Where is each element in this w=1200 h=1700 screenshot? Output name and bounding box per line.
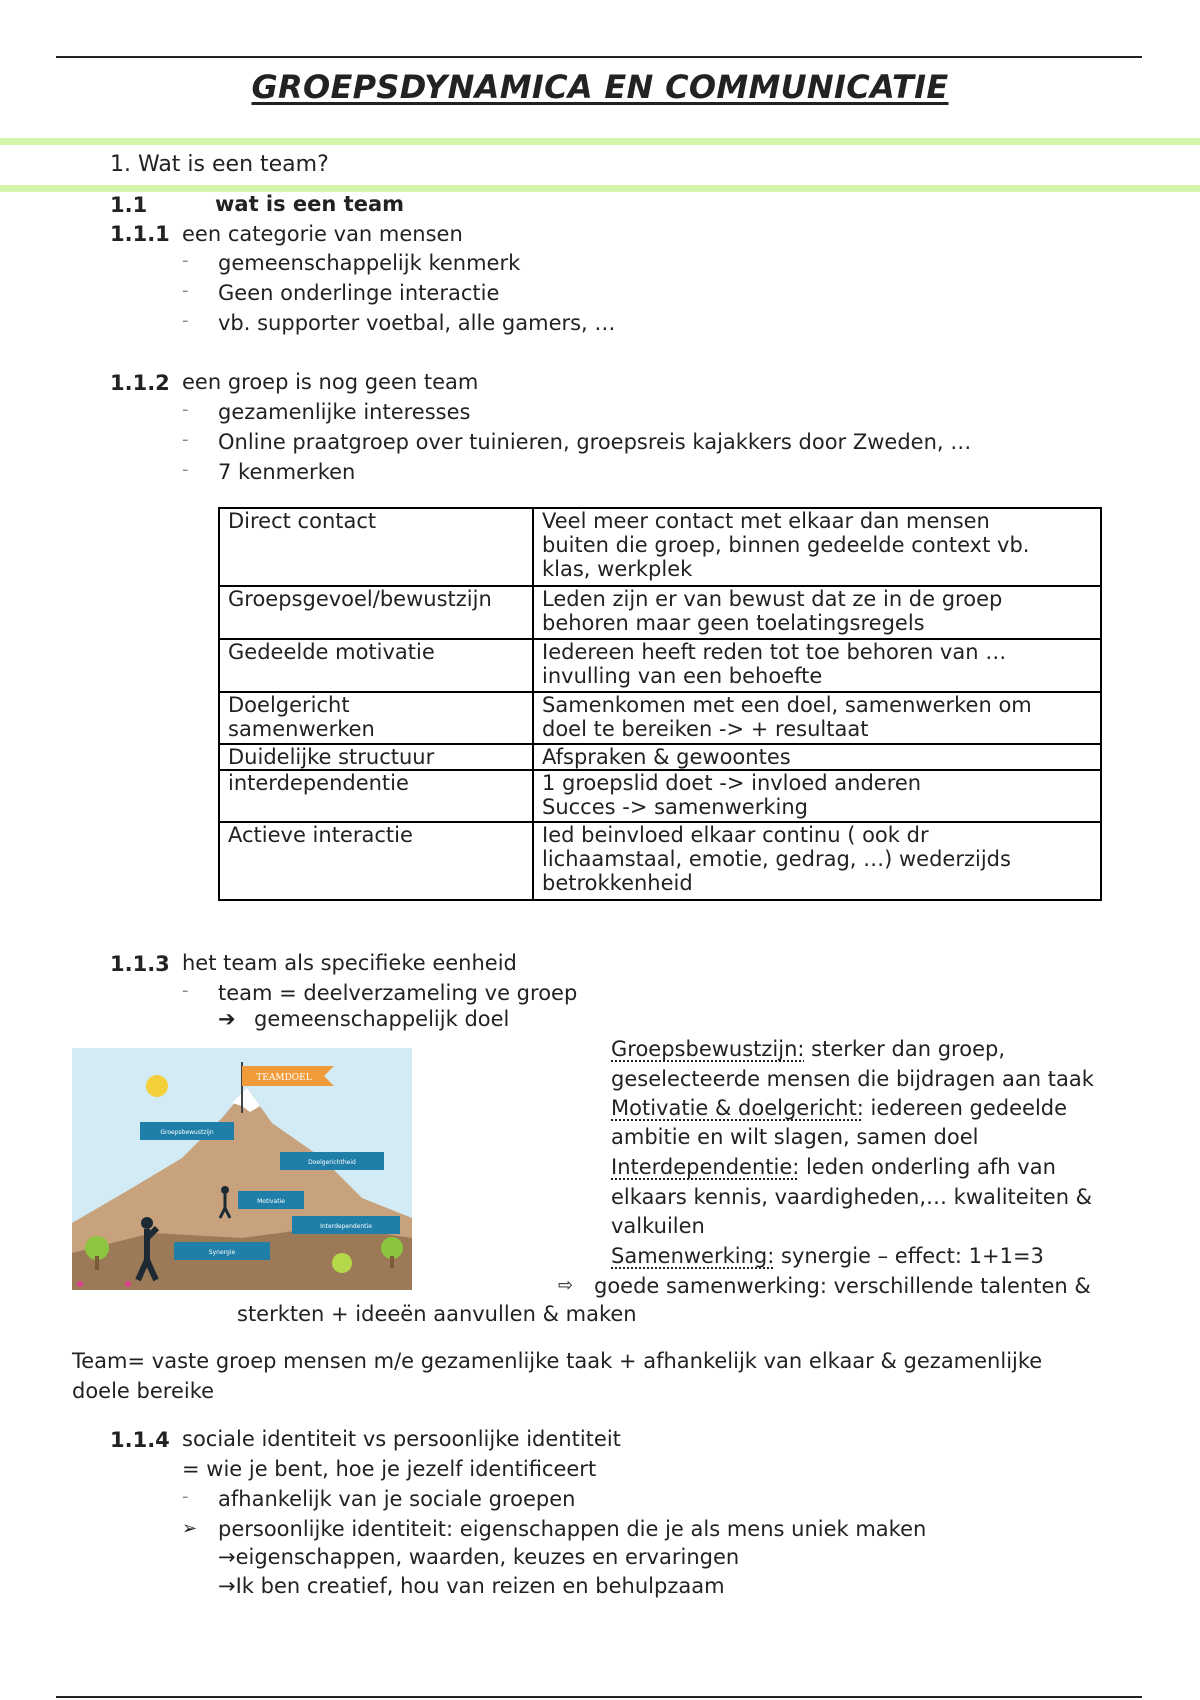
- flag-label: TEAMDOEL: [256, 1073, 312, 1083]
- right-paragraph: elkaars kennis, vaardigheden,… kwaliteiten &: [611, 1185, 1093, 1209]
- table-cell: Doelgericht samenwerken: [219, 692, 533, 744]
- section-heading: 1. Wat is een team?: [110, 152, 329, 177]
- right-paragraph: Motivatie & doelgericht: iedereen gedeelde: [611, 1096, 1068, 1120]
- list-item: team = deelverzameling ve groep: [218, 981, 578, 1005]
- table-cell: interdependentie: [219, 770, 533, 822]
- table-cell: 1 groepslid doet -> invloed anderen Succes -> samenwerking: [533, 770, 1101, 822]
- bullet-dash: -: [182, 399, 189, 420]
- conclusion-arrow-icon: ⇨: [558, 1275, 574, 1296]
- table-cell: Actieve interactie: [219, 822, 533, 900]
- list-item: →Ik ben creatief, hou van reizen en behulpzaam: [218, 1574, 725, 1598]
- right-paragraph: Groepsbewustzijn: sterker dan groep,: [611, 1037, 1005, 1061]
- list-item: afhankelijk van je sociale groepen: [218, 1487, 576, 1511]
- footer-rule: [56, 1696, 1142, 1698]
- table-row: [219, 586, 1101, 639]
- right-paragraph: ambitie en wilt slagen, samen doel: [611, 1125, 979, 1149]
- table-row: [219, 639, 1101, 692]
- subsection-number: 1.1.4: [110, 1428, 170, 1452]
- page-title: GROEPSDYNAMICA EN COMMUNICATIE: [251, 68, 949, 106]
- illustration-label: Groepsbewustzijn: [160, 1129, 214, 1136]
- right-paragraph: Samenwerking: synergie – effect: 1+1=3: [611, 1244, 1044, 1268]
- list-item: vb. supporter voetbal, alle gamers, …: [218, 311, 616, 335]
- right-paragraph: Interdependentie: leden onderling afh van: [611, 1155, 1056, 1179]
- table-row: [219, 744, 1101, 770]
- list-item: gezamenlijke interesses: [218, 400, 471, 424]
- table-cell: Ied beinvloed elkaar continu ( ook dr lichaamstaal, emotie, gedrag, …) wederzijds betrokkenheid: [533, 822, 1101, 900]
- table-cell: Samenkomen met een doel, samenwerken om doel te bereiken -> + resultaat: [533, 692, 1101, 744]
- conclusion-text: goede samenwerking: verschillende talenten &: [594, 1274, 1091, 1298]
- arrow-bullet-icon: ➢: [182, 1518, 198, 1539]
- list-item: 7 kenmerken: [218, 460, 356, 484]
- list-item: Geen onderlinge interactie: [218, 281, 500, 305]
- right-paragraph: valkuilen: [611, 1214, 705, 1238]
- section-number: 1.1: [110, 193, 148, 217]
- list-item: gemeenschappelijk kenmerk: [218, 251, 521, 275]
- subsection-title: het team als specifieke eenheid: [182, 951, 517, 975]
- subsection-title: een groep is nog geen team: [182, 370, 479, 394]
- team-definition: doele bereike: [72, 1379, 215, 1403]
- team-definition: Team= vaste groep mensen m/e gezamenlijke taak + afhankelijk van elkaar & gezamenlijke: [72, 1349, 1043, 1373]
- heading-band-top: [0, 138, 1200, 145]
- illustration-label: Synergie: [208, 1249, 236, 1256]
- table-cell: Gedeelde motivatie: [219, 639, 533, 692]
- bullet-dash: -: [182, 459, 189, 480]
- section-title: wat is een team: [215, 192, 405, 216]
- table-cell: Leden zijn er van bewust dat ze in de groep behoren maar geen toelatingsregels: [533, 586, 1101, 639]
- arrow-icon: ➔: [218, 1007, 236, 1031]
- list-item: Online praatgroep over tuinieren, groepsreis kajakkers door Zweden, …: [218, 430, 972, 454]
- bullet-dash: -: [182, 980, 189, 1001]
- bullet-dash: -: [182, 1486, 189, 1507]
- illustration-label: Motivatie: [257, 1198, 285, 1205]
- table-cell: Veel meer contact met elkaar dan mensen buiten die groep, binnen gedeelde context vb. klas, werkplek: [533, 508, 1101, 586]
- table-cell: Groepsgevoel/bewustzijn: [219, 586, 533, 639]
- table-cell: Afspraken & gewoontes: [533, 744, 1101, 770]
- table-row: [219, 770, 1101, 822]
- table-row: [219, 692, 1101, 744]
- table-cell: Duidelijke structuur: [219, 744, 533, 770]
- table-cell: Iedereen heeft reden tot toe behoren van … invulling van een behoefte: [533, 639, 1101, 692]
- subsection-number: 1.1.3: [110, 952, 170, 976]
- subsection-title: sociale identiteit vs persoonlijke identiteit: [182, 1427, 621, 1451]
- list-item: = wie je bent, hoe je jezelf identificeert: [182, 1457, 597, 1481]
- bullet-dash: -: [182, 280, 189, 301]
- list-item: persoonlijke identiteit: eigenschappen die je als mens uniek maken: [218, 1517, 927, 1541]
- right-paragraph: geselecteerde mensen die bijdragen aan taak: [611, 1067, 1094, 1091]
- subsection-title: een categorie van mensen: [182, 222, 463, 246]
- subsection-number: 1.1.1: [110, 222, 170, 246]
- table-row: [219, 822, 1101, 900]
- team-mountain-illustration: [72, 1048, 412, 1290]
- illustration-label: Doelgerichtheid: [308, 1159, 356, 1166]
- heading-band-bottom: [0, 185, 1200, 192]
- list-item: gemeenschappelijk doel: [254, 1007, 510, 1031]
- illustration-label: Interdependentie: [320, 1223, 372, 1230]
- sun-icon: [146, 1075, 168, 1097]
- subsection-number: 1.1.2: [110, 371, 170, 395]
- header-rule: [56, 56, 1142, 58]
- bullet-dash: -: [182, 250, 189, 271]
- conclusion-text: sterkten + ideeën aanvullen & maken: [237, 1302, 637, 1326]
- table-cell: Direct contact: [219, 508, 533, 586]
- list-item: →eigenschappen, waarden, keuzes en ervaringen: [218, 1545, 740, 1569]
- table-row: [219, 508, 1101, 586]
- bullet-dash: -: [182, 429, 189, 450]
- kenmerken-table: [218, 507, 1102, 901]
- bullet-dash: -: [182, 310, 189, 331]
